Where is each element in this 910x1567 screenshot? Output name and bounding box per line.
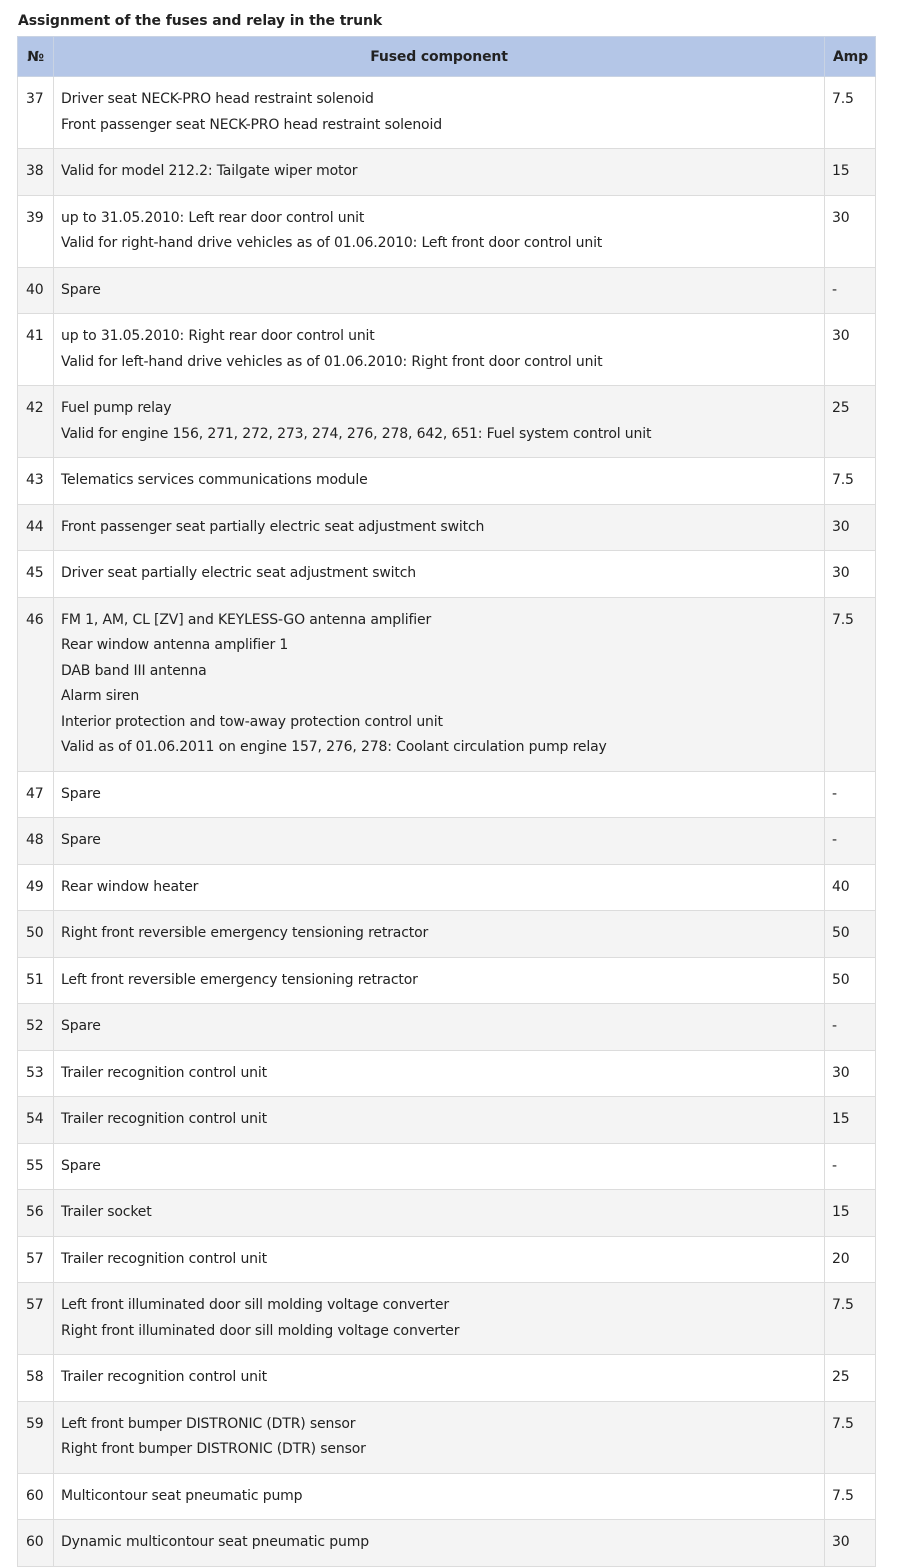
fused-component <box>54 314 825 386</box>
fuse-number: 54 <box>18 1097 54 1144</box>
component-line: Fuel pump relay <box>61 400 172 416</box>
fuse-number: 43 <box>18 458 54 505</box>
fused-component <box>54 504 825 551</box>
table-row <box>18 195 876 267</box>
fuse-number: 57 <box>18 1283 54 1355</box>
fused-component <box>54 1520 825 1567</box>
fuse-amperage: - <box>825 1004 876 1051</box>
fuse-amperage: 50 <box>825 911 876 958</box>
fuse-amperage: - <box>825 818 876 865</box>
fuse-amperage: 15 <box>825 1190 876 1237</box>
table-row <box>18 77 876 149</box>
fuse-amperage: 25 <box>825 386 876 458</box>
component-line: Right front illuminated door sill molding voltage converter <box>61 1322 460 1339</box>
component-line: Valid for left-hand drive vehicles as of 01.06.2010: Right front door control unit <box>61 353 603 370</box>
fused-component <box>54 1401 825 1473</box>
table-row <box>18 1283 876 1355</box>
fuse-amperage: 7.5 <box>825 77 876 149</box>
column-header-component: Fused component <box>54 37 825 77</box>
component-line: Right front bumper DISTRONIC (DTR) sensor <box>61 1441 366 1457</box>
component-line: Valid for right-hand drive vehicles as of 01.06.2010: Left front door control unit <box>61 235 603 251</box>
component-line: Spare <box>61 281 101 298</box>
fuse-number: 39 <box>18 195 54 267</box>
fused-component <box>54 386 825 458</box>
table-row <box>18 1097 876 1144</box>
fuse-number: 48 <box>18 818 54 865</box>
fuse-number: 55 <box>18 1143 54 1190</box>
component-line: Valid as of 01.06.2011 on engine 157, 276, 278: Coolant circulation pump relay <box>61 739 607 755</box>
table-row <box>18 1050 876 1097</box>
table-row <box>18 551 876 598</box>
fuse-amperage: 30 <box>825 551 876 598</box>
table-row <box>18 597 876 771</box>
component-line: Spare <box>61 1157 101 1174</box>
fuse-amperage: 30 <box>825 314 876 386</box>
fuse-amperage: - <box>825 771 876 818</box>
component-line: Trailer recognition control unit <box>61 1250 267 1267</box>
component-line: Trailer recognition control unit <box>61 1369 267 1385</box>
fuse-number: 57 <box>18 1236 54 1283</box>
fused-component <box>54 1355 825 1402</box>
component-line: Front passenger seat NECK-PRO head restraint solenoid <box>61 116 442 133</box>
fused-component <box>54 1004 825 1051</box>
fuse-number: 46 <box>18 597 54 771</box>
fused-component <box>54 1143 825 1190</box>
component-line: Spare <box>61 785 101 802</box>
fused-component <box>54 1050 825 1097</box>
table-row <box>18 818 876 865</box>
fuse-amperage: 15 <box>825 149 876 196</box>
fuse-amperage: 7.5 <box>825 1401 876 1473</box>
component-line: Multicontour seat pneumatic pump <box>61 1487 303 1504</box>
fuse-amperage: 7.5 <box>825 1283 876 1355</box>
fused-component <box>54 771 825 818</box>
fuse-amperage: 40 <box>825 864 876 911</box>
fuse-amperage: 7.5 <box>825 597 876 771</box>
fused-component <box>54 1190 825 1237</box>
fused-component <box>54 551 825 598</box>
table-caption: Assignment of the fuses and relay in the trunk <box>18 13 383 29</box>
component-line: up to 31.05.2010: Right rear door control unit <box>61 328 375 344</box>
fuse-number: 52 <box>18 1004 54 1051</box>
table-row <box>18 386 876 458</box>
column-header-amp: Amp <box>825 37 876 77</box>
fused-component <box>54 818 825 865</box>
component-line: Spare <box>61 832 101 848</box>
fuse-number: 49 <box>18 864 54 911</box>
fuse-amperage: - <box>825 1143 876 1190</box>
fused-component <box>54 267 825 314</box>
fuse-amperage: 25 <box>825 1355 876 1402</box>
fuse-number: 56 <box>18 1190 54 1237</box>
fused-component <box>54 458 825 505</box>
component-line: Left front bumper DISTRONIC (DTR) sensor <box>61 1415 356 1432</box>
fuse-number: 40 <box>18 267 54 314</box>
component-line: Trailer socket <box>61 1204 152 1220</box>
fused-component <box>54 597 825 771</box>
fuse-amperage: 7.5 <box>825 458 876 505</box>
fuse-number: 47 <box>18 771 54 818</box>
component-line: Rear window heater <box>61 878 199 895</box>
table-header-row <box>18 37 876 77</box>
table-row <box>18 957 876 1004</box>
table-row <box>18 1190 876 1237</box>
table-row <box>18 149 876 196</box>
fuse-number: 38 <box>18 149 54 196</box>
fused-component <box>54 1473 825 1520</box>
table-row <box>18 504 876 551</box>
component-line: Trailer recognition control unit <box>61 1064 267 1081</box>
fuse-number: 41 <box>18 314 54 386</box>
fused-component <box>54 1236 825 1283</box>
table-row <box>18 864 876 911</box>
fuse-table <box>17 36 876 1567</box>
component-line: Spare <box>61 1018 101 1034</box>
fuse-amperage: - <box>825 267 876 314</box>
fuse-number: 59 <box>18 1401 54 1473</box>
fuse-amperage: 50 <box>825 957 876 1004</box>
fuse-number: 50 <box>18 911 54 958</box>
fuse-number: 58 <box>18 1355 54 1402</box>
fused-component <box>54 77 825 149</box>
fuse-number: 53 <box>18 1050 54 1097</box>
fuse-number: 60 <box>18 1520 54 1567</box>
fused-component <box>54 864 825 911</box>
fused-component <box>54 957 825 1004</box>
fuse-number: 60 <box>18 1473 54 1520</box>
fused-component <box>54 911 825 958</box>
component-line: Driver seat NECK-PRO head restraint solenoid <box>61 91 374 107</box>
table-row <box>18 911 876 958</box>
component-line: Trailer recognition control unit <box>61 1111 267 1127</box>
fuse-amperage: 30 <box>825 195 876 267</box>
fuse-amperage: 7.5 <box>825 1473 876 1520</box>
component-line: Left front reversible emergency tensioning retractor <box>61 971 418 988</box>
fused-component <box>54 195 825 267</box>
table-body <box>18 77 876 1567</box>
component-line: Front passenger seat partially electric seat adjustment switch <box>61 518 485 535</box>
fused-component <box>54 149 825 196</box>
fuse-amperage: 30 <box>825 1050 876 1097</box>
fuse-number: 42 <box>18 386 54 458</box>
table-row <box>18 314 876 386</box>
component-line: FM 1, AM, CL [ZV] and KEYLESS-GO antenna amplifier <box>61 611 432 628</box>
table-row <box>18 1520 876 1567</box>
fuse-number: 37 <box>18 77 54 149</box>
component-line: DAB band III antenna <box>61 662 207 679</box>
fuse-amperage: 20 <box>825 1236 876 1283</box>
table-row <box>18 1004 876 1051</box>
table-row <box>18 1473 876 1520</box>
table-row <box>18 1355 876 1402</box>
component-line: Telematics services communications module <box>61 472 368 488</box>
fuse-number: 51 <box>18 957 54 1004</box>
table-row <box>18 1401 876 1473</box>
fuse-number: 45 <box>18 551 54 598</box>
table-row <box>18 458 876 505</box>
table-row <box>18 267 876 314</box>
fused-component <box>54 1283 825 1355</box>
component-line: up to 31.05.2010: Left rear door control unit <box>61 209 365 226</box>
fuse-amperage: 30 <box>825 504 876 551</box>
fuse-amperage: 15 <box>825 1097 876 1144</box>
table-row <box>18 771 876 818</box>
component-line: Alarm siren <box>61 688 140 704</box>
component-line: Valid for engine 156, 271, 272, 273, 274, 276, 278, 642, 651: Fuel system control unit <box>61 425 652 442</box>
component-line: Dynamic multicontour seat pneumatic pump <box>61 1534 369 1550</box>
fuse-number: 44 <box>18 504 54 551</box>
component-line: Left front illuminated door sill molding voltage converter <box>61 1297 449 1313</box>
component-line: Valid for model 212.2: Tailgate wiper motor <box>61 163 358 179</box>
component-line: Right front reversible emergency tensioning retractor <box>61 925 429 941</box>
fuse-amperage: 30 <box>825 1520 876 1567</box>
component-line: Interior protection and tow-away protection control unit <box>61 713 443 730</box>
fused-component <box>54 1097 825 1144</box>
table-row <box>18 1236 876 1283</box>
column-header-number: № <box>18 37 54 77</box>
table-row <box>18 1143 876 1190</box>
component-line: Rear window antenna amplifier 1 <box>61 637 289 653</box>
component-line: Driver seat partially electric seat adjustment switch <box>61 565 416 581</box>
